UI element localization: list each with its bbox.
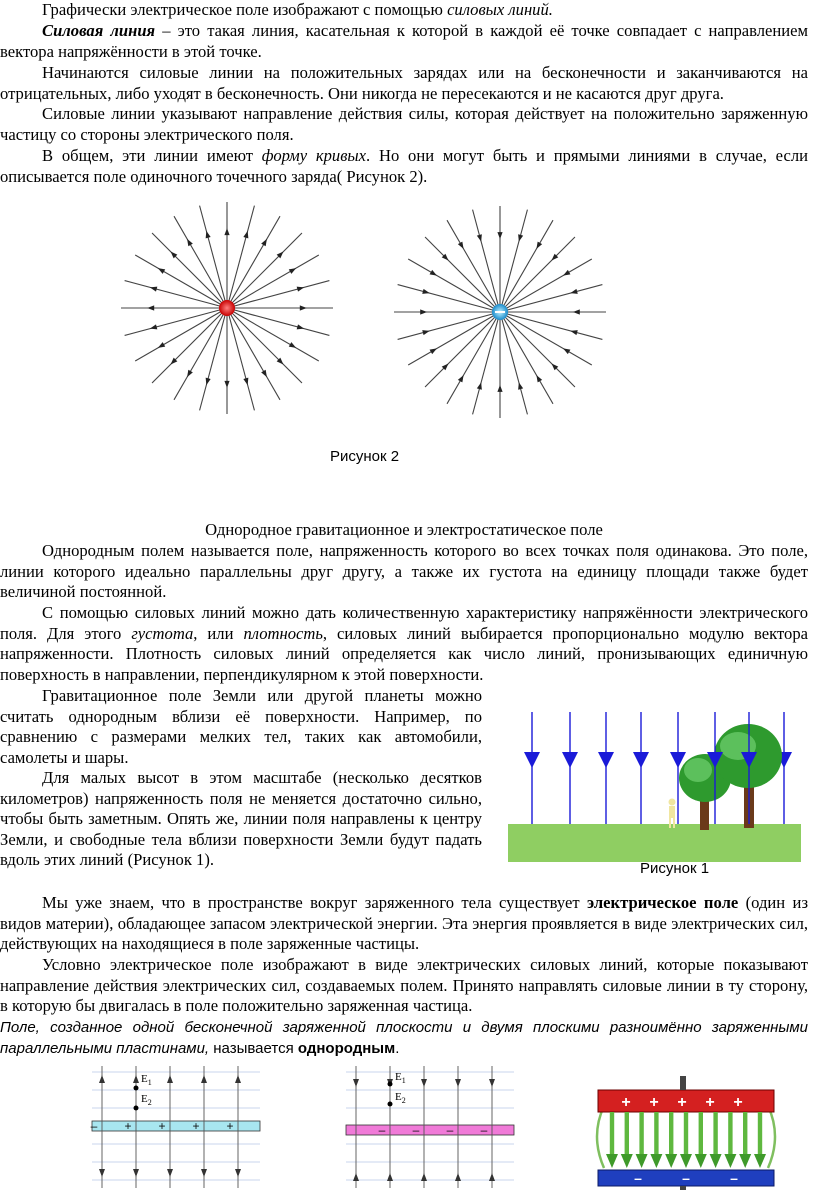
charge-sign: – <box>90 1119 98 1133</box>
field-arrow-shaft <box>654 1112 658 1156</box>
field-line <box>398 285 500 312</box>
figure2-caption: Рисунок 2 <box>330 448 400 465</box>
field-arrow <box>158 342 165 348</box>
paragraph-homogeneous: Однородным полем называется поле, напряженность которого во всех точках поля одинакова. Это поле, линии которого идеально параллельны друг другу, а также их густота на единицу площади также будет величиной постоянной. <box>0 541 808 601</box>
field-arrow <box>99 1169 105 1177</box>
intro-line1 <box>0 0 808 21</box>
field-arrow <box>99 1075 105 1083</box>
homog-italic: Поле, созданное одной бесконечной заряженной плоскости и двумя плоскими разноимённо заряженными параллельными пластинами, <box>0 1019 808 1057</box>
field-arrow-shaft <box>699 1112 703 1156</box>
field-arrow-head <box>695 1154 707 1168</box>
field-arrow-head <box>650 1154 662 1168</box>
charge-sign: + <box>226 1119 234 1133</box>
field-arrow <box>489 1079 495 1087</box>
charge-sign: – <box>446 1123 454 1137</box>
field-line <box>447 312 500 404</box>
field-line <box>500 312 575 387</box>
definition-paragraph <box>0 21 808 62</box>
field-arrow <box>421 1173 427 1181</box>
field-line <box>227 206 254 308</box>
field-arrow <box>455 1173 461 1181</box>
minus-sign: – <box>730 1170 738 1186</box>
field-line <box>174 216 227 308</box>
charge-sign: + <box>158 1119 166 1133</box>
paragraph-gravity: Гравитационное поле Земли или другой планеты можно считать однородным вблизи её поверхности. Например, по сравнению с размерами мелких тел, таких как автомобили, самолеты и шары. <box>0 686 482 767</box>
field-arrow <box>497 232 502 239</box>
paragraph-homogeneous-definition <box>0 1017 808 1059</box>
figure-positive-plane <box>92 1066 260 1188</box>
field-arrow-shaft <box>625 1112 629 1156</box>
field-arrow-head <box>754 1154 766 1168</box>
electric-field-text-b: (один из видов материи), обладающее запасом электрической энергии. Эта энергия проявляется в виде электрических сил, действующих на находящиеся в поле заряженные частицы. <box>0 893 808 953</box>
positive-charge <box>219 300 235 316</box>
label-e2: $E_2$ <box>395 1091 406 1105</box>
field-line <box>447 220 500 312</box>
tree-large <box>714 724 782 828</box>
field-line <box>500 210 527 312</box>
field-arrow <box>235 1169 241 1177</box>
field-line <box>227 308 280 400</box>
intro-italic: силовых линий. <box>447 0 553 19</box>
field-arrow-head <box>724 1154 736 1168</box>
field-arrow-shaft <box>669 1112 673 1156</box>
field-arrows <box>606 1112 766 1168</box>
field-arrow <box>353 1173 359 1181</box>
negative-plate <box>346 1125 514 1135</box>
field-arrow <box>421 1079 427 1087</box>
field-line <box>227 255 319 308</box>
field-line <box>425 237 500 312</box>
field-line <box>135 255 227 308</box>
plus-sign: + <box>649 1094 659 1111</box>
field-arrow <box>422 330 429 335</box>
curves-text-a: В общем, эти линии имеют <box>42 146 262 165</box>
edge-field-right <box>768 1106 775 1168</box>
field-arrow <box>133 1075 139 1083</box>
figure-capacitor <box>598 1076 774 1190</box>
field-line <box>500 220 553 312</box>
field-arrow <box>289 268 296 274</box>
field-arrow <box>570 289 577 294</box>
charge-sign: – <box>480 1123 488 1137</box>
field-line <box>473 312 500 414</box>
figure-negative-plane <box>346 1066 514 1188</box>
field-line <box>398 312 500 339</box>
field-arrow-shaft <box>610 1112 614 1156</box>
paragraph-curves <box>0 146 808 187</box>
field-arrow <box>297 287 304 292</box>
field-arrow <box>147 305 154 310</box>
field-arrow-shaft <box>728 1112 732 1156</box>
field-arrow <box>235 1075 241 1083</box>
field-line <box>125 308 227 335</box>
paragraph-density <box>0 603 808 685</box>
field-arrow <box>430 270 437 276</box>
minus-sign: – <box>634 1170 642 1186</box>
field-line <box>500 285 602 312</box>
field-arrow <box>167 1169 173 1177</box>
density-italic-2: плотность <box>243 623 323 643</box>
field-line <box>500 259 592 312</box>
gravity-arrow <box>598 752 614 768</box>
density-italic-1: густота <box>131 623 194 643</box>
electric-field-text-a: Мы уже знаем, что в пространстве вокруг заряженного тела существует <box>42 893 587 912</box>
curves-italic: форму кривых <box>261 146 367 165</box>
field-line <box>408 312 500 365</box>
plus-sign: + <box>621 1094 631 1111</box>
field-arrow-head <box>710 1154 722 1168</box>
field-arrow <box>497 385 502 392</box>
field-arrow <box>536 242 542 249</box>
field-arrow <box>206 231 211 238</box>
field-line <box>125 281 227 308</box>
field-arrow <box>489 1173 495 1181</box>
field-arrow-head <box>739 1154 751 1168</box>
field-line <box>500 312 602 339</box>
field-arrow <box>387 1173 393 1181</box>
minus-sign: – <box>682 1170 690 1186</box>
point-e1 <box>134 1086 139 1091</box>
field-arrow-head <box>636 1154 648 1168</box>
field-line <box>500 312 553 404</box>
homog-end: . <box>395 1040 400 1057</box>
curves-text-b: . Но они могут быть и прямыми линиями в случае, если описывается поле одиночного точечного заряда( Рисунок 2). <box>0 146 808 186</box>
point-e2 <box>388 1102 393 1107</box>
field-arrow-head <box>665 1154 677 1168</box>
field-arrow <box>224 228 229 235</box>
label-e2: $E_2$ <box>141 1093 152 1107</box>
field-arrow <box>201 1075 207 1083</box>
positive-plate <box>92 1121 260 1131</box>
field-arrow <box>563 270 570 276</box>
density-text-b: , или <box>193 623 244 643</box>
person <box>669 799 676 829</box>
electric-field-bold: электрическое поле <box>587 893 739 912</box>
field-arrow <box>187 239 193 246</box>
field-arrow <box>518 382 523 389</box>
field-arrow <box>570 330 577 335</box>
field-line <box>227 216 280 308</box>
definition-text: – это такая линия, касательная к которой в каждой её точке совпадает с направлением вектора напряжённости в этой точке. <box>0 21 808 61</box>
density-text-c: , силовых линий выбирается пропорционально модулю вектора напряженности. Плотность силовых линий определяется как число линий, пронизывающих единичную поверхность в направлении, перпендикулярном к этой поверхности. <box>0 623 808 684</box>
section-heading: Однородное гравитационное и электростатическое поле <box>205 520 603 539</box>
field-arrow <box>158 268 165 274</box>
field-line <box>227 308 329 335</box>
field-arrow <box>133 1169 139 1177</box>
point-e2 <box>134 1106 139 1111</box>
charge-sign: + <box>192 1119 200 1133</box>
field-line <box>200 308 227 410</box>
field-line <box>227 308 319 361</box>
gravity-arrow <box>524 752 540 768</box>
field-arrow <box>261 370 267 377</box>
field-arrow <box>187 370 193 377</box>
density-text-a: С помощью силовых линий можно дать количественную характеристику напряжённости электрического поля. Для этого <box>0 603 808 643</box>
field-line <box>174 308 227 400</box>
field-arrow <box>477 234 482 241</box>
paragraph-electric-field <box>0 893 808 955</box>
figure2-radial-fields <box>110 200 630 435</box>
field-arrow-shaft <box>758 1112 762 1156</box>
field-arrow-head <box>680 1154 692 1168</box>
field-arrow <box>420 309 427 314</box>
homog-plain: называется <box>209 1040 298 1057</box>
field-arrow <box>243 378 248 385</box>
field-arrow-shaft <box>743 1112 747 1156</box>
field-arrow-shaft <box>639 1112 643 1156</box>
figure1-caption: Рисунок 1 <box>640 860 710 877</box>
field-arrow <box>353 1079 359 1087</box>
field-arrow <box>150 287 157 292</box>
field-arrow <box>458 242 464 249</box>
gravity-arrow <box>633 752 649 768</box>
field-arrow <box>243 231 248 238</box>
top-terminal <box>680 1076 686 1090</box>
definition-term: Силовая линия <box>42 21 156 40</box>
field-line <box>227 281 329 308</box>
plus-sign: + <box>705 1094 715 1111</box>
homog-bold: однородным <box>297 1040 396 1057</box>
intro-text: Графически электрическое поле изображают с помощью <box>42 0 448 19</box>
field-arrow <box>150 324 157 329</box>
field-arrow <box>297 324 304 329</box>
field-arrow <box>206 378 211 385</box>
field-arrow-shaft <box>684 1112 688 1156</box>
charge-sign: + <box>124 1119 132 1133</box>
gravity-arrow <box>562 752 578 768</box>
field-line <box>473 210 500 312</box>
field-arrow <box>224 381 229 388</box>
charge-sign: – <box>412 1123 420 1137</box>
label-e1: $E_1$ <box>395 1071 406 1085</box>
field-arrow <box>430 348 437 354</box>
point-e1 <box>388 1082 393 1087</box>
field-line <box>500 312 527 414</box>
paragraph-field-lines-convention: Условно электрическое поле изображают в виде электрических силовых линий, которые показывают направление действия электрических сил, создаваемых полем. Принято направлять силовые линии в ту сторону, в которую бы двигалась в поле положительно заряженная частица. <box>0 955 808 1015</box>
charge-sign: – <box>378 1123 386 1137</box>
plus-sign: + <box>677 1094 687 1111</box>
edge-field-left <box>597 1106 604 1168</box>
field-arrow <box>422 289 429 294</box>
field-arrow <box>261 239 267 246</box>
field-line <box>135 308 227 361</box>
field-arrow <box>201 1169 207 1177</box>
plus-sign: + <box>733 1094 743 1111</box>
field-arrow <box>300 305 307 310</box>
paragraph-lines-direction: Силовые линии указывают направление действия силы, которая действует на положительно заряженную частицу со стороны электрического поля. <box>0 104 808 144</box>
field-arrow <box>536 375 542 382</box>
figure1-gravity-field <box>508 712 801 862</box>
field-arrow <box>518 234 523 241</box>
field-line <box>425 312 500 387</box>
field-line <box>500 237 575 312</box>
field-arrow <box>167 1075 173 1083</box>
field-arrow-head <box>621 1154 633 1168</box>
paragraph-lines-start: Начинаются силовые линии на положительных зарядах или на бесконечности и заканчиваются на отрицательных, либо уходят в бесконечность. Они никогда не пересекаются и не касаются друг друга. <box>0 63 808 103</box>
field-line <box>200 206 227 308</box>
field-arrow-head <box>606 1154 618 1168</box>
field-arrow <box>573 309 580 314</box>
field-line <box>500 312 592 365</box>
field-line <box>408 259 500 312</box>
bottom-terminal <box>680 1186 686 1190</box>
field-arrow <box>458 375 464 382</box>
field-arrow <box>289 342 296 348</box>
field-arrow-shaft <box>713 1112 717 1156</box>
field-arrow <box>563 348 570 354</box>
ground <box>508 824 801 862</box>
label-e1: $E_1$ <box>141 1073 152 1087</box>
paragraph-small-heights: Для малых высот в этом масштабе (несколько десятков километров) напряженность поля не меняется достаточно сильно, чтобы быть заметным. Опять же, линии поля направлены к центру Земли, и свободные тела вблизи поверхности Земли будут падать вдоль этих линий (Рисунок 1). <box>0 768 482 869</box>
field-arrow <box>477 382 482 389</box>
field-arrow <box>455 1079 461 1087</box>
field-line <box>227 308 254 410</box>
